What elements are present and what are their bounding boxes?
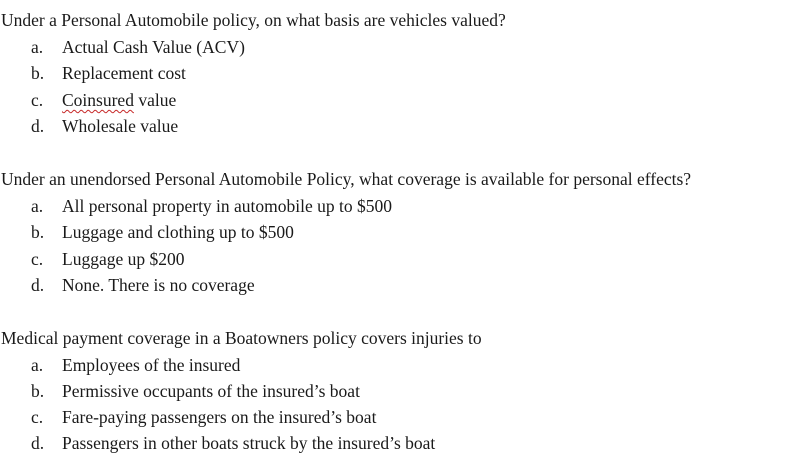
option-letter: b. <box>31 222 45 242</box>
option-text: Permissive occupants of the insured’s boat <box>62 381 360 401</box>
option-text: Actual Cash Value (ACV) <box>62 37 245 57</box>
option-text: Fare-paying passengers on the insured’s boat <box>62 407 377 427</box>
question-text: Under a Personal Automobile policy, on what basis are vehicles valued? <box>1 10 506 30</box>
option-text: Replacement cost <box>62 63 186 83</box>
option-text-suffix: value <box>133 90 177 110</box>
option-letter: d. <box>31 275 45 295</box>
option-letter: a. <box>31 37 44 57</box>
option-letter: c. <box>31 249 44 269</box>
option-text: Luggage and clothing up to $500 <box>62 222 294 242</box>
option-text: Passengers in other boats struck by the insured’s boat <box>62 433 436 453</box>
misspelled-word[interactable]: Coinsured <box>62 90 134 110</box>
option-text: Luggage up $200 <box>62 249 185 269</box>
option-letter: b. <box>31 381 45 401</box>
option-text: Employees of the insured <box>62 355 241 375</box>
option-letter: d. <box>31 116 45 136</box>
option-text: None. There is no coverage <box>62 275 255 295</box>
question-text: Medical payment coverage in a Boatowners policy covers injuries to <box>1 328 482 348</box>
option-text: All personal property in automobile up to $500 <box>62 196 393 216</box>
option-letter: c. <box>31 407 44 427</box>
option-letter: c. <box>31 90 44 110</box>
option-text-wrapper <box>62 89 176 111</box>
option-letter: d. <box>31 433 45 453</box>
option-letter: b. <box>31 63 45 83</box>
option-letter: a. <box>31 196 44 216</box>
option-text: Wholesale value <box>62 116 179 136</box>
question-text: Under an unendorsed Personal Automobile Policy, what coverage is available for personal effects? <box>1 169 692 189</box>
option-letter: a. <box>31 355 44 375</box>
